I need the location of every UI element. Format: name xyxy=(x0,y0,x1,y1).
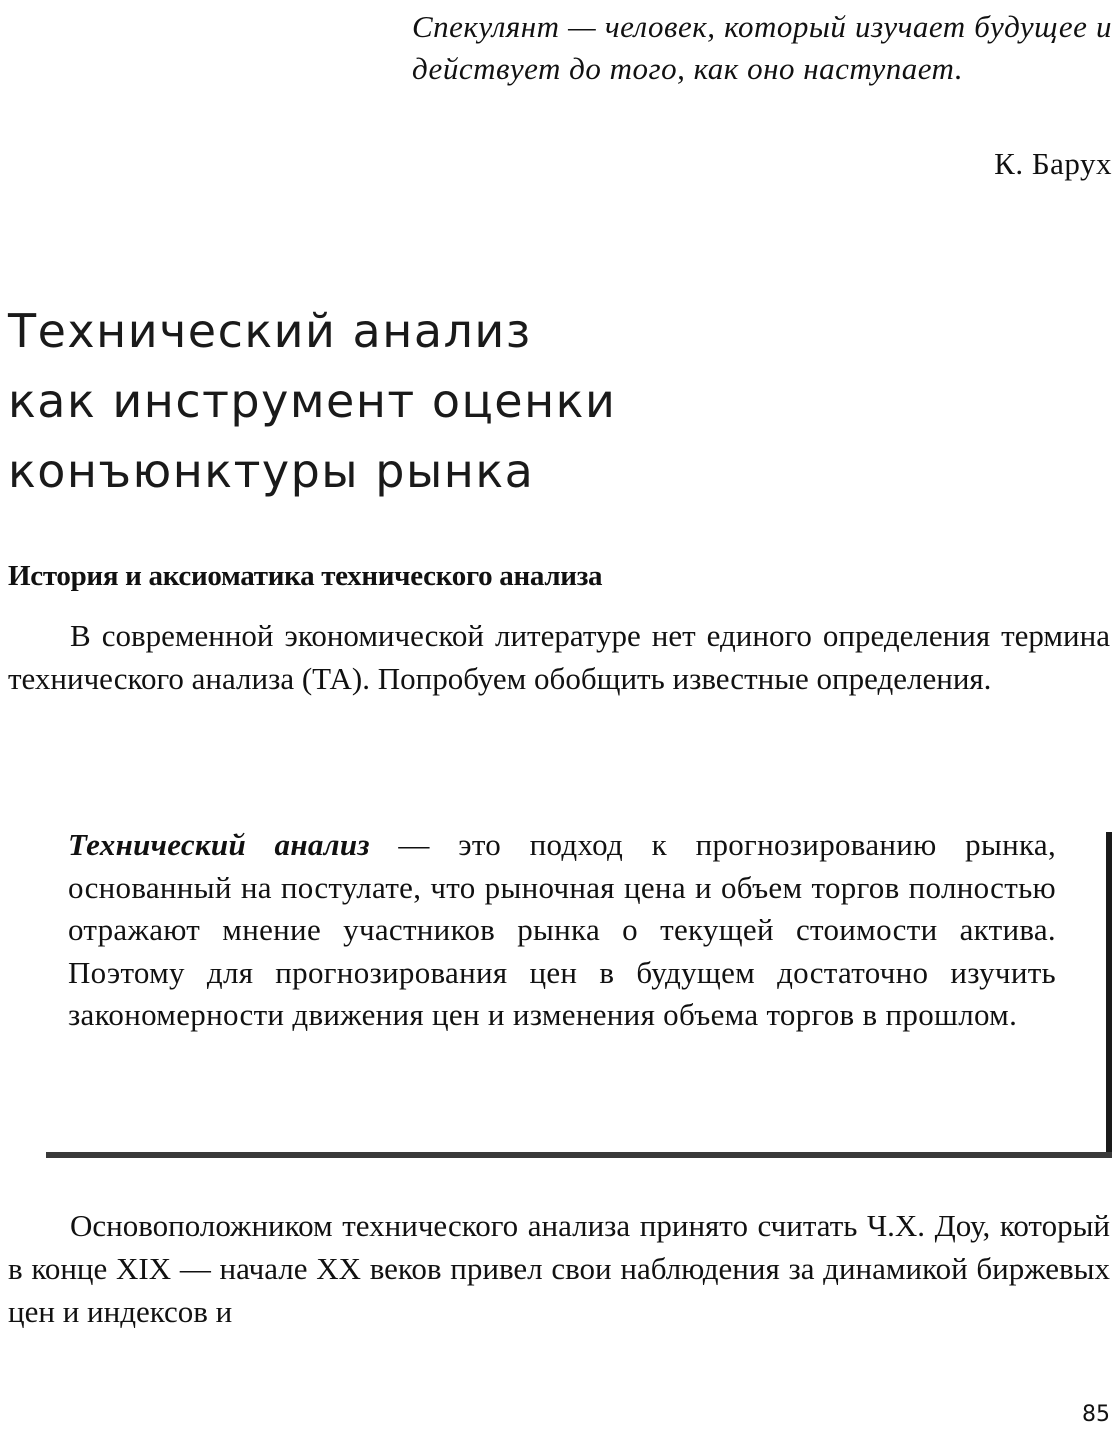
definition-text xyxy=(68,824,1056,1037)
chapter-title-line-3: конъюнктуры рынка xyxy=(8,444,535,498)
page-number: 85 xyxy=(1082,1402,1110,1427)
definition-body: — это подход к прогнозированию рынка, основанный на постулате, что рыночная цена и объем торгов полностью отражают мнение участников рынка о текущей стоимости актива. Поэтому для прогнозирования цен в будущем достаточно изучить закономерности движения цен и изменения объема торгов в прошлом. xyxy=(68,827,1057,1032)
chapter-title-line-2: как инструмент оценки xyxy=(8,374,617,428)
definition-term: Технический анализ xyxy=(68,827,370,862)
body-paragraph-1: В современной экономической литературе нет единого определения термина технического анализа (ТА). Попробуем обобщить известные определения. xyxy=(8,618,1110,696)
epigraph-author: К. Барух xyxy=(994,146,1112,181)
epigraph-quote: Спекулянт — человек, который изучает будущее и действует до того, как оно наступает. xyxy=(412,9,1112,86)
chapter-title-line-1: Технический анализ xyxy=(8,304,532,358)
epigraph xyxy=(412,6,1112,181)
definition-frame-bottom xyxy=(46,1152,1112,1158)
body-paragraph-2: Основоположником технического анализа принято считать Ч.Х. Доу, который в конце XIX — начале XX веков привел свои наблюдения за динамикой биржевых цен и индексов и xyxy=(8,1208,1110,1329)
chapter-title xyxy=(8,296,908,506)
section-heading: История и аксиоматика технического анализа xyxy=(8,560,603,592)
definition-frame-right xyxy=(1106,832,1112,1156)
definition-box xyxy=(46,822,1112,1152)
